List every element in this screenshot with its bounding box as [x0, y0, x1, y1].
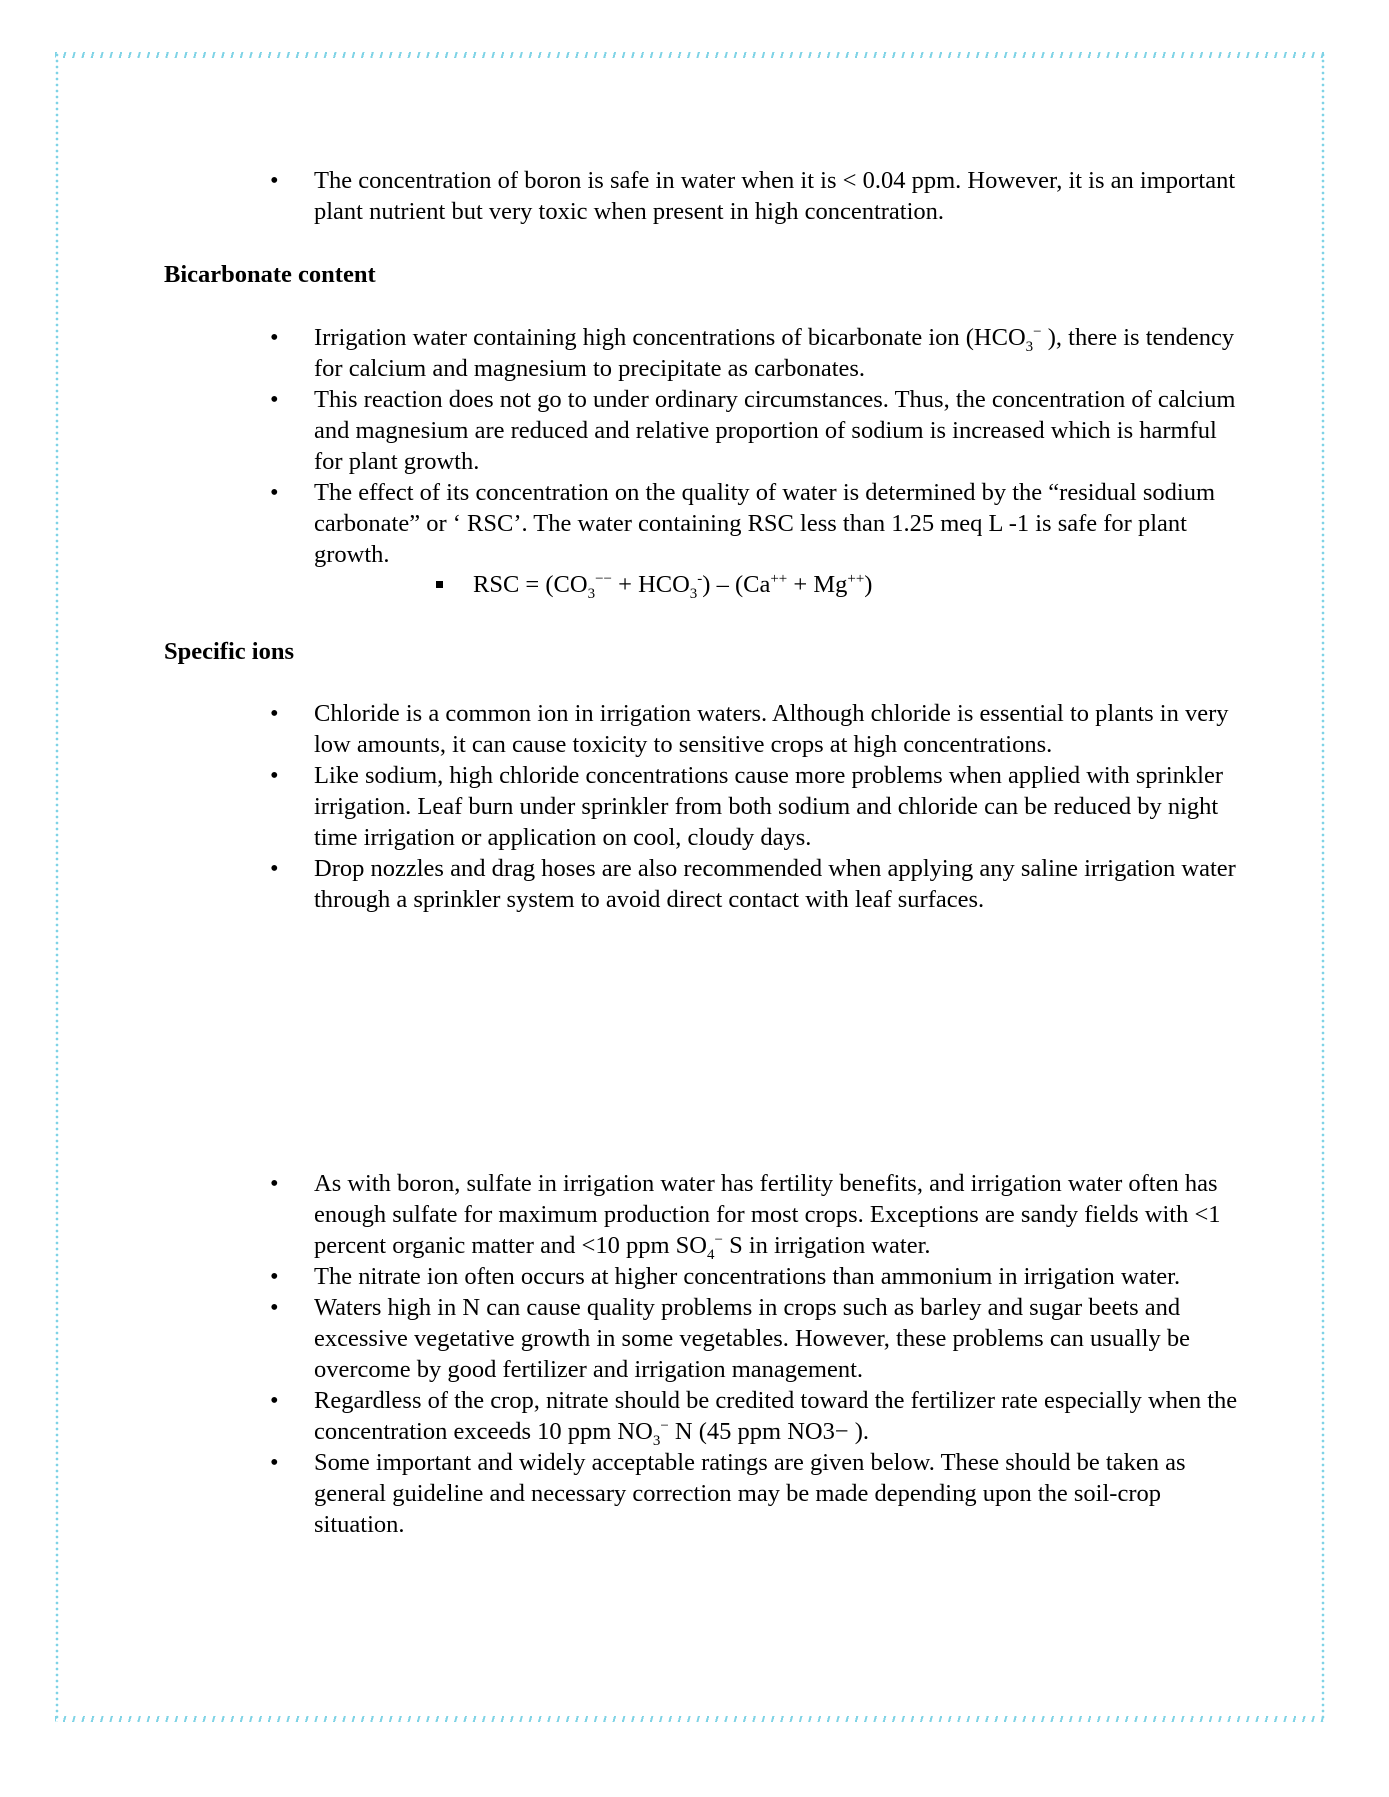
subscript: 3	[1025, 338, 1034, 355]
border-top	[55, 52, 1325, 58]
specific-ions-list	[270, 698, 1240, 915]
superscript: −	[1033, 323, 1042, 340]
list-item-text	[314, 1387, 1238, 1449]
list-item	[270, 1447, 1240, 1540]
superscript: ++	[847, 570, 865, 587]
superscript: -	[697, 570, 703, 587]
list-item-text: The nitrate ion often occurs at higher concentrations than ammonium in irrigation water.	[314, 1263, 1181, 1290]
square-bullet-icon	[436, 581, 443, 588]
list-item	[270, 322, 1240, 384]
heading-specific-ions: Specific ions	[164, 638, 294, 665]
bullet-icon: •	[270, 386, 279, 413]
list-item	[270, 1261, 1240, 1292]
subscript: 3	[689, 585, 698, 602]
subscript: 4	[707, 1246, 715, 1263]
sulfate-nitrate-list	[270, 1168, 1240, 1540]
list-item	[270, 1292, 1240, 1385]
formula-text: )	[864, 571, 873, 598]
formula-text: ) – (Ca	[702, 571, 771, 598]
formula-text: + HCO	[612, 571, 690, 598]
bicarbonate-list	[270, 322, 1240, 570]
text-segment: As with boron, sulfate in irrigation water has fertility benefits, and irrigation water often has enough sulfate for maximum production for most crops. Exceptions are sandy fields with <1 percent organic matter and <10 ppm SO	[314, 1170, 1221, 1259]
text-segment: Regardless of the crop, nitrate should be credited toward the fertilizer rate especially when the concentration exceeds 10 ppm NO	[314, 1387, 1238, 1445]
list-item-text: Drop nozzles and drag hoses are also recommended when applying any saline irrigation water through a sprinkler system to avoid direct contact with leaf surfaces.	[314, 855, 1236, 913]
list-item	[270, 1385, 1240, 1447]
formula-text: + Mg	[787, 571, 848, 598]
list-item-text: The effect of its concentration on the quality of water is determined by the “residual sodium carbonate” or ‘ RSC’. The water containing RSC less than 1.25 meq L -1 is safe for plant growth.	[314, 479, 1215, 568]
bullet-icon: •	[270, 1449, 279, 1476]
bullet-icon: •	[270, 700, 279, 727]
text-segment: Irrigation water containing high concentrations of bicarbonate ion (HCO	[314, 324, 1026, 351]
boron-list	[270, 165, 1240, 227]
list-item-text	[314, 324, 1234, 382]
subscript: 3	[652, 1432, 661, 1449]
text-segment: S in irrigation water.	[722, 1232, 931, 1259]
bullet-icon: •	[270, 855, 279, 882]
list-item-text: The concentration of boron is safe in water when it is < 0.04 ppm. However, it is an important plant nutrient but very toxic when present in high concentration.	[314, 167, 1236, 225]
list-item-text: Like sodium, high chloride concentrations cause more problems when applied with sprinkler irrigation. Leaf burn under sprinkler from both sodium and chloride can be reduced by night time irrigation or application on cool, cloudy days.	[314, 762, 1223, 851]
bullet-icon: •	[270, 1170, 279, 1197]
list-item-text: Chloride is a common ion in irrigation waters. Although chloride is essential to plants in very low amounts, it can cause toxicity to sensitive crops at high concentrations.	[314, 700, 1229, 758]
subscript: 3	[587, 585, 596, 602]
list-item-text: Some important and widely acceptable ratings are given below. These should be taken as general guideline and necessary correction may be made depending upon the soil-crop situation.	[314, 1449, 1186, 1538]
superscript: −	[714, 1231, 723, 1248]
superscript: ++	[770, 570, 788, 587]
list-item	[270, 760, 1240, 853]
bullet-icon: •	[270, 1294, 279, 1321]
text-segment: N (45 ppm NO3− ).	[668, 1418, 870, 1445]
list-item	[270, 1168, 1240, 1261]
list-item-text: This reaction does not go to under ordinary circumstances. Thus, the concentration of calcium and magnesium are reduced and relative proportion of sodium is increased which is harmful for plant growth.	[314, 386, 1236, 475]
list-item	[270, 853, 1240, 915]
text-segment: ), there is tendency for calcium and magnesium to precipitate as carbonates.	[314, 324, 1235, 382]
list-item	[270, 698, 1240, 760]
bullet-icon: •	[270, 479, 279, 506]
superscript: −	[660, 1417, 669, 1434]
bullet-icon: •	[270, 324, 279, 351]
formula-text: RSC = (CO	[473, 571, 588, 598]
list-item-text	[314, 1170, 1221, 1263]
list-item	[270, 165, 1240, 227]
border-right	[1321, 52, 1325, 1722]
bullet-icon: •	[270, 167, 279, 194]
list-item-text: Waters high in N can cause quality problems in crops such as barley and sugar beets and excessive vegetative growth in some vegetables. However, these problems can usually be overcome by good fertilizer and irrigation management.	[314, 1294, 1190, 1383]
bullet-icon: •	[270, 1263, 279, 1290]
bullet-icon: •	[270, 1387, 279, 1414]
heading-bicarbonate: Bicarbonate content	[164, 261, 376, 288]
border-left	[55, 52, 59, 1722]
list-item	[270, 477, 1240, 570]
bullet-icon: •	[270, 762, 279, 789]
border-bottom	[55, 1716, 1325, 1722]
superscript: −−	[595, 570, 612, 587]
rsc-formula	[436, 569, 872, 600]
list-item	[270, 384, 1240, 477]
